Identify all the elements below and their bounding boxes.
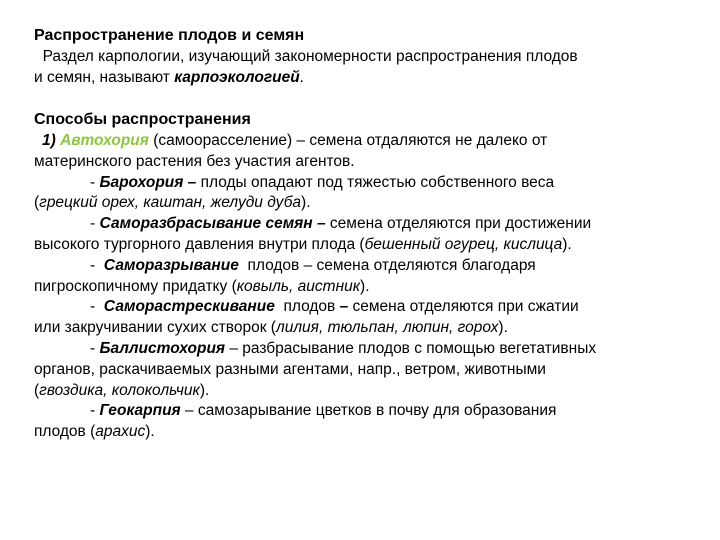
list-item-autochory xyxy=(34,131,694,173)
barochory-examples: грецкий орех, каштан, желуди дуба xyxy=(39,194,302,212)
self-scatter-line2-prefix: высокого тургорного давления внутри плода ( xyxy=(34,235,365,253)
list-item-ballistochory xyxy=(34,339,694,401)
intro-term: карпоэкологией xyxy=(174,68,300,86)
ballistochory-dash: - xyxy=(90,339,100,357)
self-crack-dash: - xyxy=(90,298,104,316)
ballistochory-text: – разбрасывание плодов с помощью вегетативных xyxy=(225,339,597,357)
geocarpy-text: – самозарывание цветков в почву для образования xyxy=(180,402,557,420)
barochory-term: Барохория – xyxy=(99,173,197,191)
ballistochory-examples: гвоздика, колокольчик xyxy=(39,381,200,399)
autochory-term: Автохория xyxy=(60,132,149,149)
self-crack-line2-prefix: или закручивании сухих створок ( xyxy=(34,319,276,337)
self-crack-examples: лилия, тюльпан, люпин, горох xyxy=(275,319,499,337)
self-crack-term: Саморастрескивание xyxy=(103,298,275,316)
self-crack-text-mid: плодов xyxy=(274,298,340,316)
list-item-self-crack xyxy=(34,297,694,339)
self-scatter-text: семена отделяются при достижении xyxy=(325,215,592,233)
intro-paragraph xyxy=(34,47,694,89)
geocarpy-line2-prefix: плодов ( xyxy=(34,423,96,441)
self-rupture-dash: - xyxy=(90,256,104,274)
intro-line2-suffix: . xyxy=(299,68,304,86)
barochory-text: плоды опадают под тяжестью собственного веса xyxy=(196,173,555,191)
autochory-number: 1) xyxy=(42,132,56,149)
self-rupture-close: ). xyxy=(360,277,370,295)
intro-line1: Раздел карпологии, изучающий закономерности распространения плодов xyxy=(34,48,578,65)
ballistochory-close: ). xyxy=(199,381,210,399)
list-item-barochory xyxy=(34,173,694,215)
self-rupture-line2-prefix: пигроскопичному придатку ( xyxy=(34,277,237,295)
self-crack-dash-bold: – xyxy=(339,298,349,316)
barochory-open-paren: ( xyxy=(34,194,40,212)
autochory-line2: материнского растения без участия агентов. xyxy=(34,152,355,170)
methods-list xyxy=(34,131,694,443)
self-scatter-close: ). xyxy=(562,235,572,253)
geocarpy-term: Геокарпия xyxy=(99,402,181,420)
barochory-close: ). xyxy=(301,194,311,212)
ballistochory-line2: органов, раскачиваемых разными агентами, напр., ветром, животными xyxy=(34,360,546,378)
list-item-geocarpy xyxy=(34,401,694,443)
geocarpy-examples: арахис xyxy=(95,423,146,441)
list-item-self-rupture xyxy=(34,256,694,298)
self-crack-text: семена отделяются при сжатии xyxy=(348,298,579,316)
self-rupture-term: Саморазрывание xyxy=(103,256,239,274)
ballistochory-term: Баллистохория xyxy=(99,339,226,357)
self-scatter-dash: - xyxy=(90,215,100,233)
barochory-dash: - xyxy=(90,173,100,191)
geocarpy-close: ). xyxy=(145,423,155,441)
self-rupture-examples: ковыль, аистник xyxy=(236,277,361,295)
autochory-text: (самоорасселение) – семена отдаляются не далеко от xyxy=(148,132,548,149)
self-scatter-examples: бешенный огурец, кислица xyxy=(364,235,563,253)
page-title: Распространение плодов и семян xyxy=(34,27,305,44)
self-scatter-term: Саморазбрасывание семян – xyxy=(99,215,326,233)
self-crack-close: ). xyxy=(498,319,508,337)
ballistochory-open-paren: ( xyxy=(34,381,40,399)
list-item-self-scatter xyxy=(34,214,694,256)
self-rupture-text: плодов – семена отделяются благодаря xyxy=(238,256,536,274)
geocarpy-dash: - xyxy=(90,402,100,420)
intro-line2-prefix: и семян, называют xyxy=(34,68,175,86)
methods-title: Способы распространения xyxy=(34,111,251,128)
